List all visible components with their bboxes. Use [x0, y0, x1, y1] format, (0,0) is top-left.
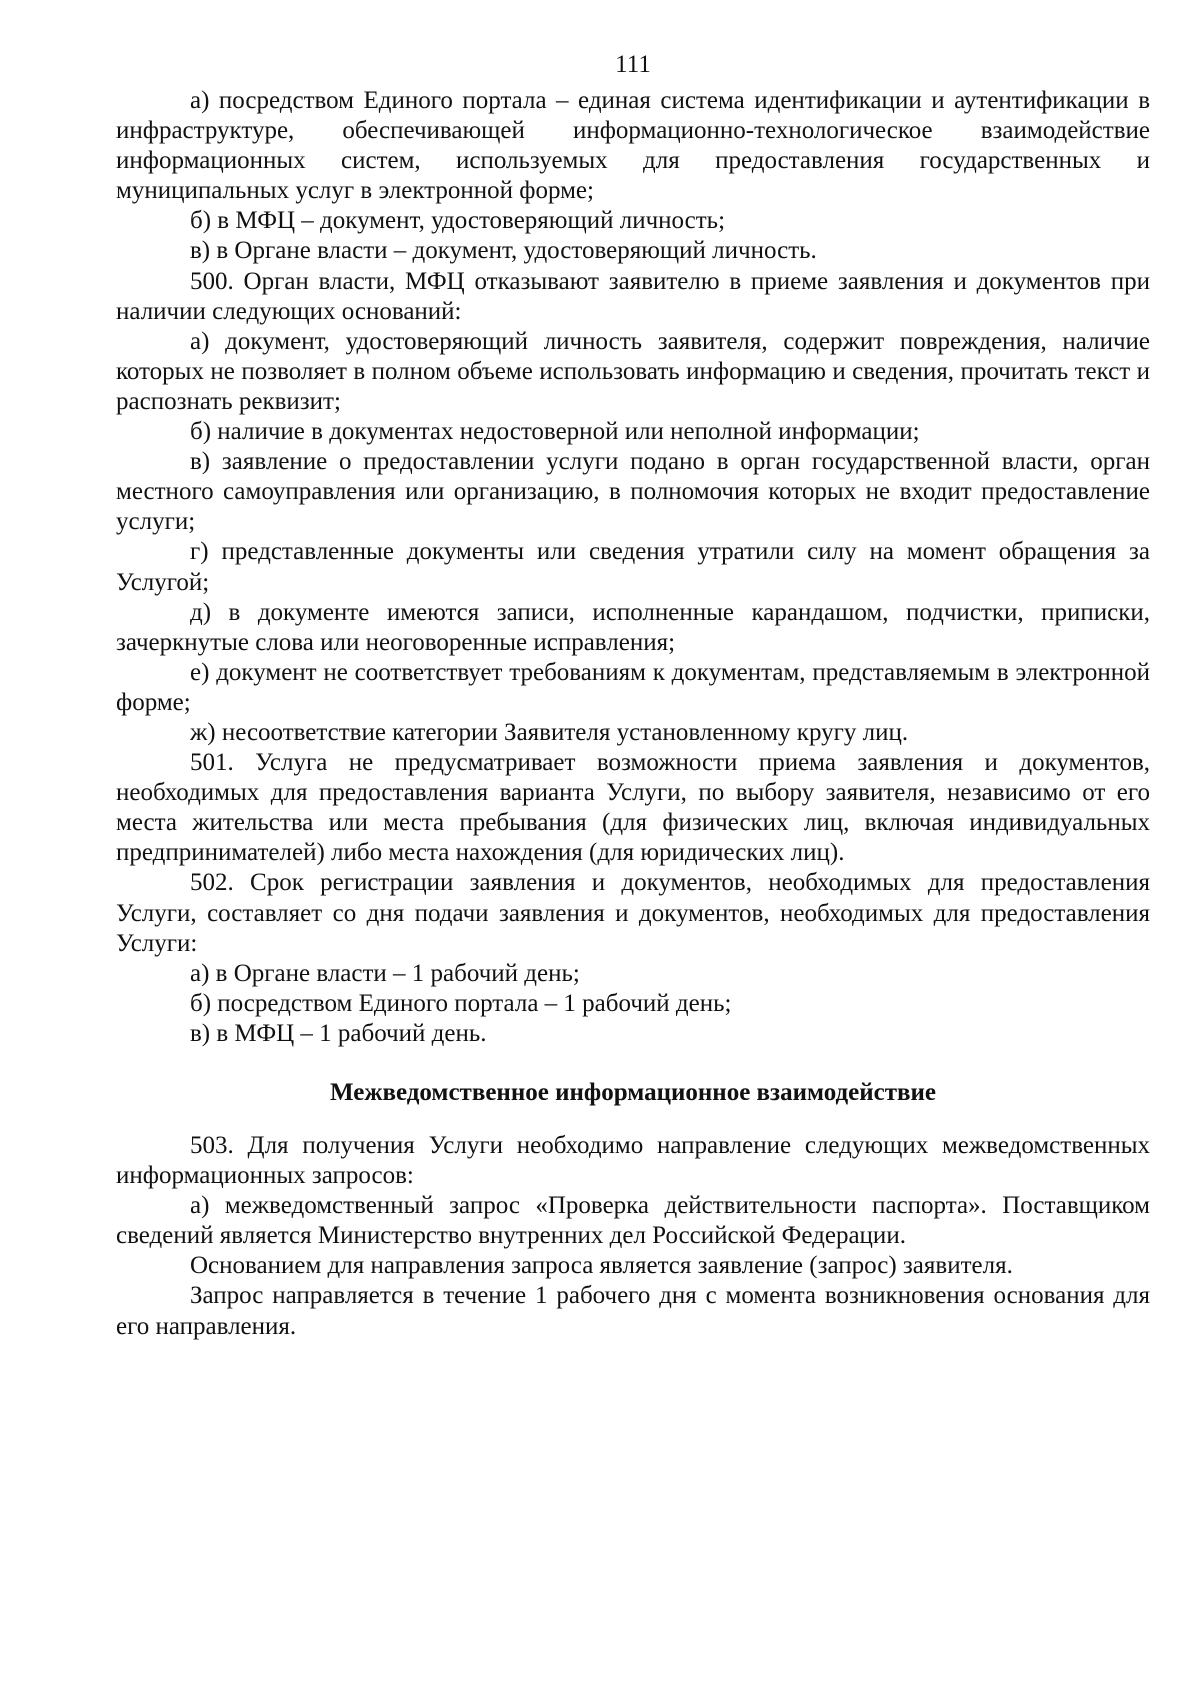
- paragraph: в) заявление о предоставлении услуги подано в орган государственной власти, орган местного самоуправления или организацию, в полномочия которых не входит предоставление услуги;: [116, 448, 1150, 536]
- paragraph: а) посредством Единого портала – единая система идентификации и аутентификации в инфраструктуре, обеспечивающей информационно-технологическое взаимодействие информационных систем, используемых для предоставления государственных и муниципальных услуг в электронной форме;: [116, 87, 1150, 205]
- paragraph: 503. Для получения Услуги необходимо направление следующих межведомственных информационных запросов:: [116, 1132, 1150, 1190]
- page-number: 111: [615, 51, 651, 78]
- paragraph: б) посредством Единого портала – 1 рабочий день;: [190, 989, 732, 1017]
- paragraph: Основанием для направления запроса является заявление (запрос) заявителя.: [190, 1252, 1013, 1280]
- paragraph: а) межведомственный запрос «Проверка действительности паспорта». Поставщиком сведений является Министерство внутренних дел Российской Федерации.: [116, 1192, 1150, 1250]
- paragraph: в) в МФЦ – 1 рабочий день.: [190, 1019, 487, 1047]
- paragraph: 502. Срок регистрации заявления и документов, необходимых для предоставления Услуги, составляет со дня подачи заявления и документов, необходимых для предоставления Услуги:: [116, 869, 1150, 957]
- section-heading: Межведомственное информационное взаимодействие: [330, 1079, 936, 1106]
- paragraph: а) документ, удостоверяющий личность заявителя, содержит повреждения, наличие которых не позволяет в полном объеме использовать информацию и сведения, прочитать текст и распознать реквизит;: [116, 327, 1150, 415]
- paragraph: б) в МФЦ – документ, удостоверяющий личность;: [190, 207, 726, 235]
- paragraph: в) в Органе власти – документ, удостоверяющий личность.: [190, 237, 817, 265]
- paragraph: 500. Орган власти, МФЦ отказывают заявителю в приеме заявления и документов при наличии следующих оснований:: [116, 267, 1150, 325]
- paragraph: а) в Органе власти – 1 рабочий день;: [190, 959, 580, 987]
- paragraph: 501. Услуга не предусматривает возможности приема заявления и документов, необходимых для предоставления варианта Услуги, по выбору заявителя, независимо от его места жительства или места пребывания (для физических лиц, включая индивидуальных предпринимателей) либо места нахождения (для юридических лиц).: [116, 749, 1150, 867]
- paragraph: ж) несоответствие категории Заявителя установленному кругу лиц.: [190, 718, 909, 746]
- paragraph: Запрос направляется в течение 1 рабочего дня с момента возникновения основания для его направления.: [116, 1282, 1150, 1340]
- paragraph: б) наличие в документах недостоверной или неполной информации;: [190, 418, 920, 446]
- paragraph: д) в документе имеются записи, исполненные карандашом, подчистки, приписки, зачеркнутые слова или неоговоренные исправления;: [116, 598, 1150, 656]
- paragraph: е) документ не соответствует требованиям к документам, представляемым в электронной форме;: [116, 658, 1150, 716]
- document-body: [116, 86, 1150, 1342]
- paragraph: г) представленные документы или сведения утратили силу на момент обращения за Услугой;: [116, 538, 1150, 596]
